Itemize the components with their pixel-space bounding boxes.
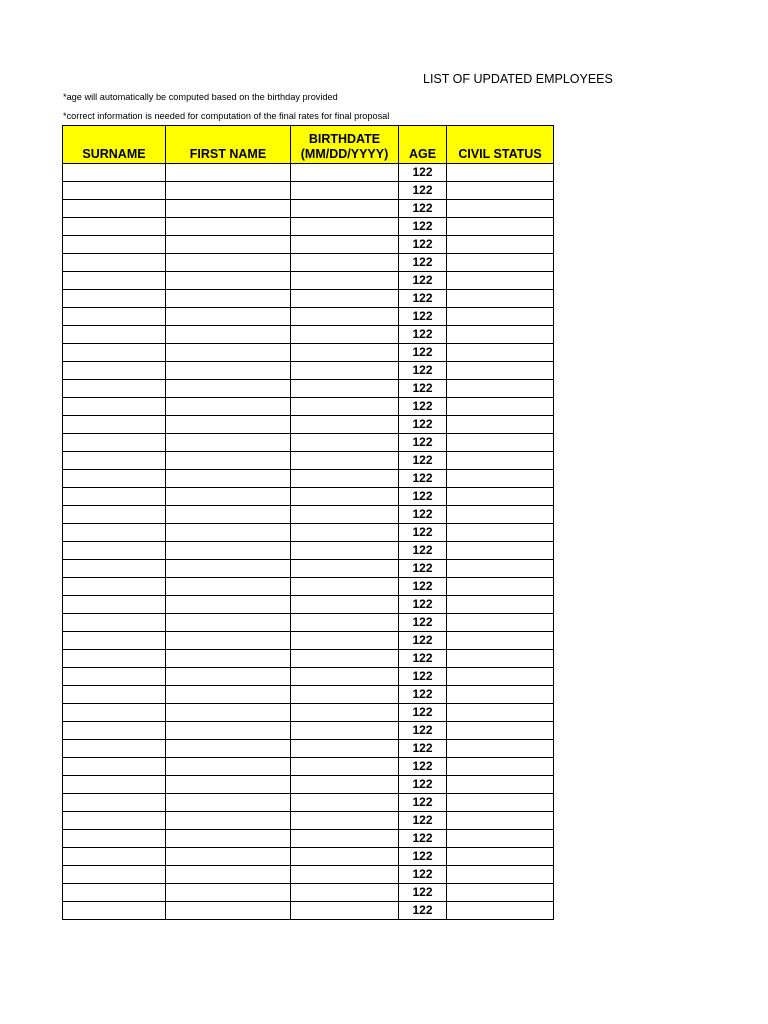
- cell-birthdate[interactable]: [291, 290, 399, 308]
- cell-age: 122: [399, 200, 447, 218]
- column-header-first-name: FIRST NAME: [166, 126, 291, 164]
- cell-age: 122: [399, 668, 447, 686]
- cell-surname[interactable]: [63, 812, 166, 830]
- cell-birthdate[interactable]: [291, 866, 399, 884]
- cell-age: 122: [399, 542, 447, 560]
- cell-first-name[interactable]: [166, 452, 291, 470]
- cell-age: 122: [399, 290, 447, 308]
- cell-birthdate[interactable]: [291, 884, 399, 902]
- cell-civil-status[interactable]: [447, 236, 554, 254]
- table-row: [63, 434, 554, 452]
- cell-age: 122: [399, 776, 447, 794]
- cell-surname[interactable]: [63, 308, 166, 326]
- cell-birthdate[interactable]: [291, 776, 399, 794]
- cell-age: 122: [399, 758, 447, 776]
- cell-first-name[interactable]: [166, 830, 291, 848]
- cell-birthdate[interactable]: [291, 848, 399, 866]
- cell-civil-status[interactable]: [447, 542, 554, 560]
- cell-surname[interactable]: [63, 524, 166, 542]
- cell-first-name[interactable]: [166, 200, 291, 218]
- cell-first-name[interactable]: [166, 164, 291, 182]
- cell-age: 122: [399, 596, 447, 614]
- cell-first-name[interactable]: [166, 218, 291, 236]
- cell-age: 122: [399, 794, 447, 812]
- cell-birthdate[interactable]: [291, 506, 399, 524]
- cell-age: 122: [399, 326, 447, 344]
- column-header-birthdate-label: BIRTHDATE: [308, 132, 381, 146]
- cell-age: 122: [399, 506, 447, 524]
- cell-civil-status[interactable]: [447, 902, 554, 920]
- table-row: [63, 632, 554, 650]
- cell-first-name[interactable]: [166, 236, 291, 254]
- cell-birthdate[interactable]: [291, 524, 399, 542]
- cell-age: 122: [399, 650, 447, 668]
- cell-civil-status[interactable]: [447, 272, 554, 290]
- cell-first-name[interactable]: [166, 506, 291, 524]
- cell-birthdate[interactable]: [291, 830, 399, 848]
- cell-first-name[interactable]: [166, 632, 291, 650]
- cell-surname[interactable]: [63, 848, 166, 866]
- cell-age: 122: [399, 902, 447, 920]
- cell-surname[interactable]: [63, 452, 166, 470]
- column-header-age: AGE: [399, 126, 447, 164]
- cell-surname[interactable]: [63, 290, 166, 308]
- cell-age: 122: [399, 218, 447, 236]
- cell-surname[interactable]: [63, 434, 166, 452]
- cell-age: 122: [399, 164, 447, 182]
- cell-surname[interactable]: [63, 686, 166, 704]
- cell-surname[interactable]: [63, 344, 166, 362]
- cell-surname[interactable]: [63, 632, 166, 650]
- table-row: [63, 182, 554, 200]
- cell-age: 122: [399, 308, 447, 326]
- table-row: [63, 776, 554, 794]
- note-age-auto-computed: *age will automatically be computed based on the birthday provided: [63, 92, 338, 102]
- cell-civil-status[interactable]: [447, 200, 554, 218]
- cell-surname[interactable]: [63, 740, 166, 758]
- table-row: [63, 848, 554, 866]
- cell-first-name[interactable]: [166, 416, 291, 434]
- cell-birthdate[interactable]: [291, 722, 399, 740]
- cell-surname[interactable]: [63, 380, 166, 398]
- cell-birthdate[interactable]: [291, 380, 399, 398]
- cell-civil-status[interactable]: [447, 164, 554, 182]
- cell-surname[interactable]: [63, 362, 166, 380]
- table-row: [63, 506, 554, 524]
- table-row: [63, 884, 554, 902]
- cell-birthdate[interactable]: [291, 740, 399, 758]
- cell-civil-status[interactable]: [447, 416, 554, 434]
- cell-first-name[interactable]: [166, 470, 291, 488]
- cell-age: 122: [399, 344, 447, 362]
- cell-first-name[interactable]: [166, 650, 291, 668]
- cell-civil-status[interactable]: [447, 470, 554, 488]
- cell-first-name[interactable]: [166, 308, 291, 326]
- cell-first-name[interactable]: [166, 542, 291, 560]
- column-header-civil-status: CIVIL STATUS: [447, 126, 554, 164]
- cell-birthdate[interactable]: [291, 236, 399, 254]
- cell-surname[interactable]: [63, 668, 166, 686]
- table-row: [63, 758, 554, 776]
- cell-first-name[interactable]: [166, 596, 291, 614]
- cell-first-name[interactable]: [166, 686, 291, 704]
- cell-birthdate[interactable]: [291, 164, 399, 182]
- cell-age: 122: [399, 398, 447, 416]
- cell-birthdate[interactable]: [291, 704, 399, 722]
- cell-first-name[interactable]: [166, 182, 291, 200]
- cell-surname[interactable]: [63, 794, 166, 812]
- cell-civil-status[interactable]: [447, 398, 554, 416]
- cell-age: 122: [399, 560, 447, 578]
- cell-civil-status[interactable]: [447, 254, 554, 272]
- cell-civil-status[interactable]: [447, 596, 554, 614]
- table-row: [63, 668, 554, 686]
- table-row: [63, 524, 554, 542]
- cell-first-name[interactable]: [166, 812, 291, 830]
- cell-age: 122: [399, 236, 447, 254]
- cell-birthdate[interactable]: [291, 200, 399, 218]
- cell-surname[interactable]: [63, 200, 166, 218]
- table-row: [63, 416, 554, 434]
- cell-birthdate[interactable]: [291, 308, 399, 326]
- cell-age: 122: [399, 362, 447, 380]
- table-row: [63, 866, 554, 884]
- cell-civil-status[interactable]: [447, 776, 554, 794]
- cell-birthdate[interactable]: [291, 542, 399, 560]
- cell-birthdate[interactable]: [291, 452, 399, 470]
- table-row: [63, 308, 554, 326]
- table-row: [63, 452, 554, 470]
- table-row: [63, 470, 554, 488]
- cell-civil-status[interactable]: [447, 524, 554, 542]
- cell-surname[interactable]: [63, 830, 166, 848]
- cell-first-name[interactable]: [166, 434, 291, 452]
- cell-civil-status[interactable]: [447, 650, 554, 668]
- cell-surname[interactable]: [63, 218, 166, 236]
- cell-surname[interactable]: [63, 596, 166, 614]
- cell-birthdate[interactable]: [291, 488, 399, 506]
- table-body: [63, 164, 554, 920]
- document-title: LIST OF UPDATED EMPLOYEES: [423, 72, 613, 86]
- cell-birthdate[interactable]: [291, 434, 399, 452]
- table-row: [63, 614, 554, 632]
- cell-birthdate[interactable]: [291, 344, 399, 362]
- cell-surname[interactable]: [63, 470, 166, 488]
- cell-surname[interactable]: [63, 776, 166, 794]
- cell-first-name[interactable]: [166, 398, 291, 416]
- cell-first-name[interactable]: [166, 722, 291, 740]
- cell-birthdate[interactable]: [291, 812, 399, 830]
- cell-birthdate[interactable]: [291, 668, 399, 686]
- cell-surname[interactable]: [63, 326, 166, 344]
- cell-first-name[interactable]: [166, 848, 291, 866]
- cell-age: 122: [399, 704, 447, 722]
- cell-first-name[interactable]: [166, 290, 291, 308]
- cell-birthdate[interactable]: [291, 632, 399, 650]
- cell-surname[interactable]: [63, 506, 166, 524]
- cell-birthdate[interactable]: [291, 614, 399, 632]
- cell-age: 122: [399, 884, 447, 902]
- cell-age: 122: [399, 686, 447, 704]
- cell-first-name[interactable]: [166, 524, 291, 542]
- cell-age: 122: [399, 380, 447, 398]
- cell-first-name[interactable]: [166, 254, 291, 272]
- column-header-birthdate-format: (MM/DD/YYYY): [300, 147, 389, 161]
- cell-surname[interactable]: [63, 866, 166, 884]
- cell-surname[interactable]: [63, 650, 166, 668]
- table-row: [63, 164, 554, 182]
- cell-civil-status[interactable]: [447, 434, 554, 452]
- cell-surname[interactable]: [63, 902, 166, 920]
- table-row: [63, 218, 554, 236]
- cell-age: 122: [399, 416, 447, 434]
- table-row: [63, 290, 554, 308]
- cell-first-name[interactable]: [166, 758, 291, 776]
- table-row: [63, 686, 554, 704]
- cell-civil-status[interactable]: [447, 506, 554, 524]
- cell-age: 122: [399, 272, 447, 290]
- cell-civil-status[interactable]: [447, 830, 554, 848]
- cell-first-name[interactable]: [166, 578, 291, 596]
- cell-civil-status[interactable]: [447, 578, 554, 596]
- cell-surname[interactable]: [63, 722, 166, 740]
- table-header-row: [63, 126, 554, 164]
- cell-civil-status[interactable]: [447, 704, 554, 722]
- cell-surname[interactable]: [63, 254, 166, 272]
- cell-first-name[interactable]: [166, 740, 291, 758]
- column-header-birthdate: [291, 126, 399, 164]
- cell-civil-status[interactable]: [447, 452, 554, 470]
- cell-first-name[interactable]: [166, 704, 291, 722]
- table-row: [63, 380, 554, 398]
- cell-civil-status[interactable]: [447, 668, 554, 686]
- cell-civil-status[interactable]: [447, 308, 554, 326]
- table-row: [63, 812, 554, 830]
- cell-birthdate[interactable]: [291, 578, 399, 596]
- table-row: [63, 596, 554, 614]
- cell-birthdate[interactable]: [291, 362, 399, 380]
- cell-first-name[interactable]: [166, 380, 291, 398]
- cell-birthdate[interactable]: [291, 650, 399, 668]
- cell-civil-status[interactable]: [447, 362, 554, 380]
- cell-surname[interactable]: [63, 416, 166, 434]
- cell-birthdate[interactable]: [291, 272, 399, 290]
- table-row: [63, 578, 554, 596]
- cell-first-name[interactable]: [166, 326, 291, 344]
- cell-first-name[interactable]: [166, 362, 291, 380]
- table-row: [63, 254, 554, 272]
- cell-birthdate[interactable]: [291, 218, 399, 236]
- cell-first-name[interactable]: [166, 902, 291, 920]
- cell-civil-status[interactable]: [447, 758, 554, 776]
- table-row: [63, 272, 554, 290]
- cell-first-name[interactable]: [166, 272, 291, 290]
- cell-birthdate[interactable]: [291, 758, 399, 776]
- cell-surname[interactable]: [63, 884, 166, 902]
- cell-civil-status[interactable]: [447, 182, 554, 200]
- cell-first-name[interactable]: [166, 776, 291, 794]
- cell-birthdate[interactable]: [291, 326, 399, 344]
- cell-birthdate[interactable]: [291, 416, 399, 434]
- cell-age: 122: [399, 524, 447, 542]
- table-row: [63, 362, 554, 380]
- cell-civil-status[interactable]: [447, 290, 554, 308]
- cell-age: 122: [399, 578, 447, 596]
- employee-table: [62, 125, 554, 920]
- cell-birthdate[interactable]: [291, 182, 399, 200]
- cell-age: 122: [399, 848, 447, 866]
- cell-age: 122: [399, 722, 447, 740]
- cell-surname[interactable]: [63, 182, 166, 200]
- cell-surname[interactable]: [63, 272, 166, 290]
- cell-first-name[interactable]: [166, 488, 291, 506]
- cell-civil-status[interactable]: [447, 218, 554, 236]
- cell-civil-status[interactable]: [447, 632, 554, 650]
- cell-birthdate[interactable]: [291, 794, 399, 812]
- cell-age: 122: [399, 812, 447, 830]
- cell-age: 122: [399, 632, 447, 650]
- cell-age: 122: [399, 470, 447, 488]
- cell-age: 122: [399, 182, 447, 200]
- cell-age: 122: [399, 254, 447, 272]
- table-row: [63, 560, 554, 578]
- column-header-surname: SURNAME: [63, 126, 166, 164]
- cell-surname[interactable]: [63, 758, 166, 776]
- cell-first-name[interactable]: [166, 794, 291, 812]
- cell-first-name[interactable]: [166, 614, 291, 632]
- table-row: [63, 398, 554, 416]
- cell-age: 122: [399, 614, 447, 632]
- cell-birthdate[interactable]: [291, 470, 399, 488]
- table-row: [63, 344, 554, 362]
- cell-first-name[interactable]: [166, 560, 291, 578]
- cell-civil-status[interactable]: [447, 686, 554, 704]
- cell-first-name[interactable]: [166, 866, 291, 884]
- cell-age: 122: [399, 434, 447, 452]
- table-row: [63, 650, 554, 668]
- cell-surname[interactable]: [63, 488, 166, 506]
- table-row: [63, 740, 554, 758]
- table-row: [63, 830, 554, 848]
- cell-birthdate[interactable]: [291, 398, 399, 416]
- table-row: [63, 722, 554, 740]
- cell-surname[interactable]: [63, 578, 166, 596]
- table-row: [63, 326, 554, 344]
- cell-birthdate[interactable]: [291, 686, 399, 704]
- cell-surname[interactable]: [63, 398, 166, 416]
- cell-first-name[interactable]: [166, 344, 291, 362]
- cell-surname[interactable]: [63, 542, 166, 560]
- cell-surname[interactable]: [63, 704, 166, 722]
- cell-civil-status[interactable]: [447, 812, 554, 830]
- cell-age: 122: [399, 740, 447, 758]
- cell-first-name[interactable]: [166, 884, 291, 902]
- table-row: [63, 794, 554, 812]
- cell-civil-status[interactable]: [447, 344, 554, 362]
- cell-civil-status[interactable]: [447, 488, 554, 506]
- cell-age: 122: [399, 830, 447, 848]
- cell-first-name[interactable]: [166, 668, 291, 686]
- table-row: [63, 902, 554, 920]
- cell-surname[interactable]: [63, 614, 166, 632]
- table-row: [63, 236, 554, 254]
- cell-civil-status[interactable]: [447, 614, 554, 632]
- cell-civil-status[interactable]: [447, 740, 554, 758]
- cell-civil-status[interactable]: [447, 848, 554, 866]
- cell-birthdate[interactable]: [291, 902, 399, 920]
- table-row: [63, 704, 554, 722]
- table-row: [63, 200, 554, 218]
- table-row: [63, 542, 554, 560]
- cell-civil-status[interactable]: [447, 794, 554, 812]
- cell-civil-status[interactable]: [447, 866, 554, 884]
- cell-age: 122: [399, 488, 447, 506]
- cell-birthdate[interactable]: [291, 560, 399, 578]
- cell-civil-status[interactable]: [447, 884, 554, 902]
- cell-age: 122: [399, 866, 447, 884]
- cell-civil-status[interactable]: [447, 380, 554, 398]
- cell-surname[interactable]: [63, 560, 166, 578]
- cell-surname[interactable]: [63, 236, 166, 254]
- cell-civil-status[interactable]: [447, 560, 554, 578]
- cell-birthdate[interactable]: [291, 254, 399, 272]
- note-correct-information: *correct information is needed for computation of the final rates for final proposal: [63, 111, 390, 121]
- cell-birthdate[interactable]: [291, 596, 399, 614]
- cell-civil-status[interactable]: [447, 722, 554, 740]
- cell-age: 122: [399, 452, 447, 470]
- cell-surname[interactable]: [63, 164, 166, 182]
- table-row: [63, 488, 554, 506]
- cell-civil-status[interactable]: [447, 326, 554, 344]
